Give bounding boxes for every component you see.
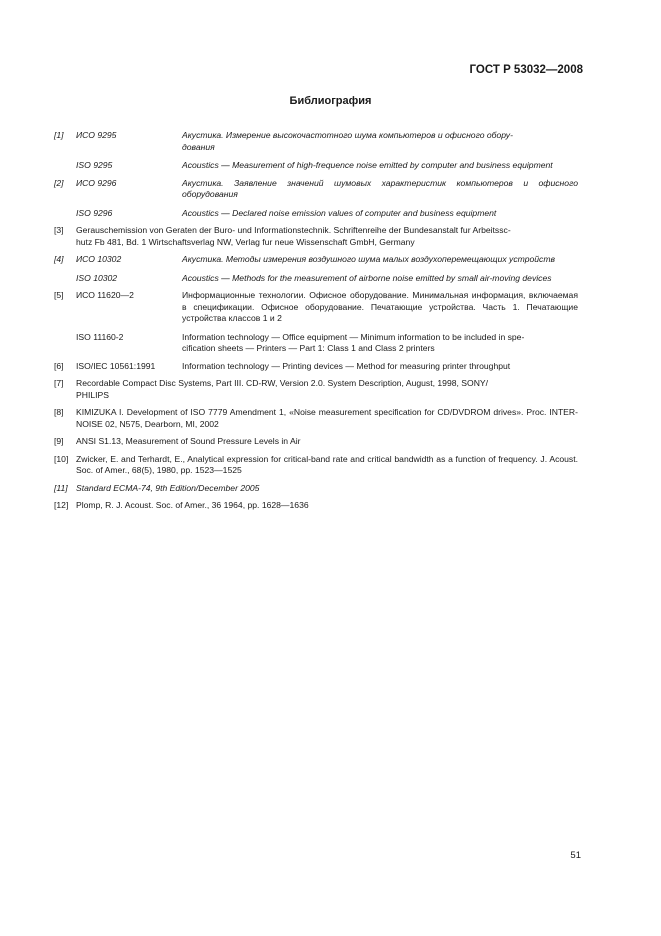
document-header: ГОСТ Р 53032—2008: [469, 64, 583, 76]
bibliography-entry: [54, 332, 578, 355]
entry-number: [10]: [54, 453, 69, 464]
page-title: Библиография: [289, 95, 372, 107]
entry-text: ANSI S1.13, Measurement of Sound Pressure Levels in Air: [76, 436, 301, 446]
entry-text: Standard ECMA-74, 9th Edition/December 2005: [76, 482, 260, 493]
entry-number: [11]: [54, 482, 68, 493]
entry-text: Акустика. Измерение высокочастотного шума компьютеров и офисного обору- дования: [182, 130, 513, 152]
bibliography-entry: [54, 225, 578, 248]
bibliography-entry: [54, 254, 578, 266]
entry-text: Information technology — Printing devices — Method for measuring printer throughput: [182, 360, 511, 371]
bibliography-entry: [54, 436, 578, 448]
entry-text: Acoustics — Methods for the measurement of airborne noise emitted by small air-moving devices: [182, 272, 552, 283]
entry-number: [2]: [54, 177, 64, 188]
entry-number: [54, 273, 76, 285]
bibliography-entry: [54, 454, 578, 477]
entry-text: Gerauschemission von Geraten der Buro- und Informationstechnik. Schriftenreihe der Bundesanstalt fur Arbeitssc- hutz Fb 481, Bd. 1 Wirtschaftsverlag NW, Verlag fur neue Wissenschaft GmbH, Germany: [76, 225, 511, 247]
entry-standard-code: ISO 9296: [76, 207, 113, 218]
entry-text: Информационные технологии. Офисное оборудование. Минимальная информация, включаемая в спецификации. Офисное оборудование. Печатающие устройства. Часть 1. Печатающие устройства классов 1 и 2: [182, 290, 578, 323]
bibliography-entry: [54, 290, 578, 325]
entry-text: Zwicker, E. and Terhardt, E., Analytical expression for critical-band rate and critical bandwidth as a function of frequency. J. Acoust. Soc. of Amer., 68(5), 1980, pp. 1523—1525: [76, 453, 578, 475]
entry-text: KIMIZUKA I. Development of ISO 7779 Amendment 1, «Noise measurement specification for CD/DVDROM drives». Proc. INTER-NOISE 02, N575, Dearborn, MI, 2002: [76, 407, 578, 429]
bibliography-entry: [54, 273, 578, 285]
entry-text: Акустика. Методы измерения воздушного шума малых воздухоперемещающих устройств: [182, 254, 555, 264]
entry-number: [8]: [54, 407, 64, 417]
bibliography-entry: [54, 407, 578, 430]
bibliography-entry: [54, 160, 578, 172]
entry-number: [7]: [54, 378, 64, 388]
entry-number: [54, 160, 76, 172]
bibliography-entry: [54, 483, 578, 495]
entry-number: [1]: [54, 130, 64, 140]
bibliography-entry: [54, 500, 578, 512]
entry-text: Acoustics — Measurement of high-frequence noise emitted by computer and business equipment: [182, 160, 553, 170]
entry-standard-code: ISO 9295: [76, 160, 113, 170]
bibliography-entry: [54, 361, 578, 373]
entry-standard-code: ISO 10302: [76, 272, 118, 283]
bibliography-list: [54, 130, 578, 512]
entry-number: [6]: [54, 360, 64, 371]
entry-number: [54, 208, 76, 220]
entry-number: [9]: [54, 436, 64, 446]
entry-text: Information technology — Office equipment — Minimum information to be included in spe- cification sheets — Printers — Part 1: Class 1 and Class 2 printers: [182, 331, 525, 353]
entry-number: [12]: [54, 500, 69, 510]
entry-standard-code: ИСО 11620—2: [76, 290, 134, 300]
entry-standard-code: ИСО 9296: [76, 177, 117, 188]
entry-number: [54, 332, 76, 355]
entry-number: [3]: [54, 225, 64, 235]
entry-standard-code: ИСО 9295: [76, 130, 117, 140]
bibliography-entry: [54, 378, 578, 401]
bibliography-entry: [54, 130, 578, 153]
entry-text: Акустика. Заявление значений шумовых характеристик компьютеров и офисного оборудования: [182, 177, 578, 199]
entry-text: Acoustics — Declared noise emission values of computer and business equipment: [182, 207, 497, 218]
entry-text: Recordable Compact Disc Systems, Part III. CD-RW, Version 2.0. System Description, August, 1998, SONY/ PHILIPS: [76, 378, 489, 400]
entry-text: Plomp, R. J. Acoust. Soc. of Amer., 36 1964, pp. 1628—1636: [76, 500, 309, 510]
bibliography-entry: [54, 208, 578, 220]
entry-number: [4]: [54, 254, 64, 264]
entry-number: [5]: [54, 290, 64, 300]
bibliography-entry: [54, 178, 578, 201]
page-number: 51: [570, 850, 581, 861]
entry-standard-code: ISO/IEC 10561:1991: [76, 360, 156, 371]
entry-standard-code: ИСО 10302: [76, 254, 122, 264]
entry-standard-code: ISO 11160-2: [76, 331, 124, 342]
